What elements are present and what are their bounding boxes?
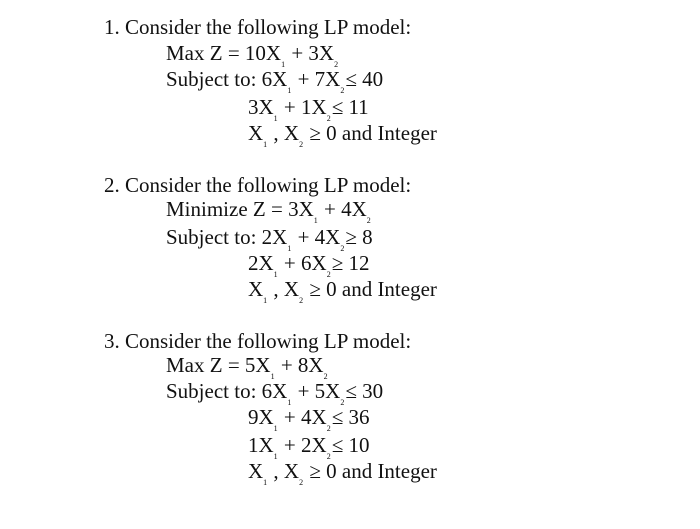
subscript: 2: [340, 244, 345, 253]
equation-text: + 6X: [278, 251, 327, 275]
equation-text: Subject to: 6X: [166, 379, 288, 403]
equation-text: X: [248, 277, 264, 301]
subscript: 1: [270, 372, 275, 381]
subscript: 2: [326, 114, 331, 123]
equation-text: 1X: [248, 433, 274, 457]
problem-1-constraint-1: [166, 66, 383, 97]
equation-text: + 2X: [278, 433, 327, 457]
equation-text: Subject to: 2X: [166, 225, 288, 249]
subscript: 1: [287, 398, 292, 407]
equation-text: Max Z = 10X: [166, 41, 282, 65]
subscript: 2: [299, 140, 304, 149]
problem-3-nonnegativity: [248, 458, 437, 489]
subscript: 1: [273, 424, 278, 433]
subscript: 2: [334, 60, 339, 69]
equation-text: + 1X: [278, 95, 327, 119]
problem-2-heading: 2. Consider the following LP model:: [104, 173, 412, 197]
subscript: 1: [263, 140, 268, 149]
subscript: 1: [287, 86, 292, 95]
equation-text: + 3X: [286, 41, 335, 65]
equation-text: ≤ 10: [331, 433, 370, 457]
equation-text: 3X: [248, 95, 274, 119]
subscript: 2: [340, 398, 345, 407]
subscript: 1: [263, 296, 268, 305]
equation-text: ≥ 8: [345, 225, 373, 249]
subscript: 1: [313, 216, 318, 225]
equation-text: Subject to: 6X: [166, 67, 288, 91]
equation-text: ≥ 12: [331, 251, 370, 275]
equation-text: + 4X: [318, 197, 367, 221]
problem-1-nonnegativity: [248, 120, 437, 151]
equation-text: Max Z = 5X: [166, 353, 271, 377]
equation-text: ≤ 40: [345, 67, 384, 91]
equation-text: , X: [268, 277, 300, 301]
equation-text: Minimize Z = 3X: [166, 197, 314, 221]
problem-2-nonnegativity: [248, 276, 437, 307]
subscript: 2: [326, 452, 331, 461]
equation-text: 9X: [248, 405, 274, 429]
subscript: 1: [263, 478, 268, 487]
equation-text: + 4X: [292, 225, 341, 249]
subscript: 1: [273, 270, 278, 279]
equation-text: ≤ 30: [345, 379, 384, 403]
subscript: 1: [287, 244, 292, 253]
equation-text: ≥ 0 and Integer: [304, 121, 437, 145]
subscript: 2: [366, 216, 371, 225]
equation-text: ≥ 0 and Integer: [304, 459, 437, 483]
subscript: 1: [281, 60, 286, 69]
equation-text: ≥ 0 and Integer: [304, 277, 437, 301]
problem-3-constraint-2: [248, 404, 369, 435]
equation-text: X: [248, 459, 264, 483]
equation-text: + 8X: [275, 353, 324, 377]
equation-text: 2X: [248, 251, 274, 275]
equation-text: , X: [268, 459, 300, 483]
subscript: 2: [299, 296, 304, 305]
subscript: 2: [326, 424, 331, 433]
subscript: 2: [326, 270, 331, 279]
problem-2-objective: [166, 196, 372, 227]
subscript: 2: [340, 86, 345, 95]
equation-text: + 4X: [278, 405, 327, 429]
subscript: 2: [299, 478, 304, 487]
equation-text: ≤ 11: [331, 95, 369, 119]
subscript: 1: [273, 114, 278, 123]
equation-text: + 5X: [292, 379, 341, 403]
equation-text: , X: [268, 121, 300, 145]
problem-1-heading: 1. Consider the following LP model:: [104, 15, 412, 39]
problem-3-heading: 3. Consider the following LP model:: [104, 329, 412, 353]
equation-text: + 7X: [292, 67, 341, 91]
equation-text: ≤ 36: [331, 405, 370, 429]
subscript: 2: [323, 372, 328, 381]
equation-text: X: [248, 121, 264, 145]
subscript: 1: [273, 452, 278, 461]
